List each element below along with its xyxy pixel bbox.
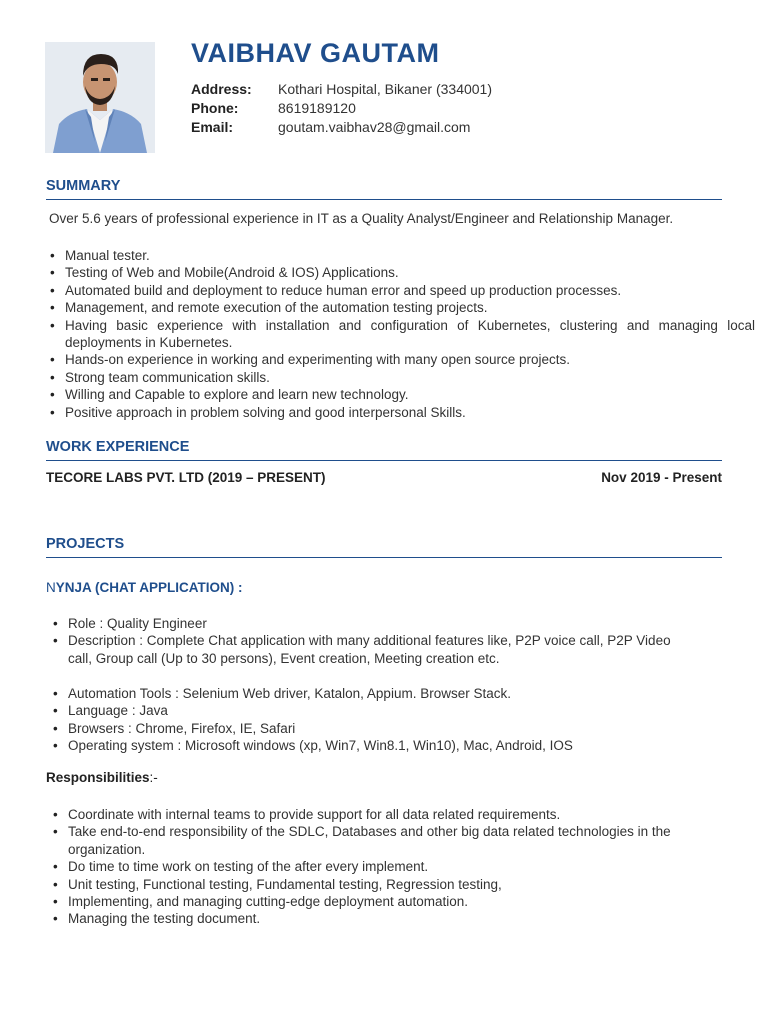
list-item: • Operating system : Microsoft windows (xp, Win7, Win8.1, Win10), Mac, Android, IOS <box>49 737 709 754</box>
list-item: • Testing of Web and Mobile(Android & IOS) Applications. <box>46 264 755 281</box>
list-item: • Unit testing, Functional testing, Fundamental testing, Regression testing, <box>49 876 679 893</box>
profile-photo <box>45 42 155 153</box>
list-item: • Hands-on experience in working and experimenting with many open source projects. <box>46 351 755 368</box>
project-title-rest: YNJA (CHAT APPLICATION) : <box>55 580 243 595</box>
contact-block <box>191 80 492 137</box>
list-item: • Implementing, and managing cutting-edge deployment automation. <box>49 893 679 910</box>
candidate-name: VAIBHAV GAUTAM <box>191 38 440 68</box>
list-item: • Automated build and deployment to reduce human error and speed up production processes. <box>46 282 755 299</box>
project-title-initial: N <box>46 580 56 595</box>
summary-intro: Over 5.6 years of professional experience in IT as a Quality Analyst/Engineer and Relationship Manager. <box>49 211 674 226</box>
list-item: • Do time to time work on testing of the after every implement. <box>49 858 679 875</box>
list-item: • Strong team communication skills. <box>46 369 755 386</box>
email-value: goutam.vaibhav28@gmail.com <box>278 119 471 135</box>
list-item: • Willing and Capable to explore and learn new technology. <box>46 386 755 403</box>
contact-email-row <box>191 118 492 137</box>
job-entry <box>46 470 722 485</box>
list-item: • Browsers : Chrome, Firefox, IE, Safari <box>49 720 709 737</box>
email-label: Email: <box>191 119 234 135</box>
list-item: • Managing the testing document. <box>49 910 679 927</box>
list-item: • Coordinate with internal teams to provide support for all data related requirements. <box>49 806 679 823</box>
list-item: • Description : Complete Chat application with many additional features like, P2P voice call, P2P Video call, Group call (Up to 30 persons), Event creation, Meeting creation etc. <box>49 632 689 667</box>
job-dates: Nov 2019 - Present <box>601 470 722 485</box>
phone-label: Phone: <box>191 100 239 116</box>
contact-phone-row <box>191 99 492 118</box>
responsibilities-suffix: :- <box>149 770 158 785</box>
projects-heading: PROJECTS <box>46 536 722 558</box>
list-item: • Manual tester. <box>46 247 755 264</box>
contact-address-row <box>191 80 492 99</box>
project-details-list <box>49 615 689 667</box>
project-title <box>46 580 243 595</box>
summary-heading: SUMMARY <box>46 178 722 200</box>
address-value: Kothari Hospital, Bikaner (334001) <box>278 81 493 97</box>
address-label: Address: <box>191 81 252 97</box>
profile-photo-illustration <box>45 42 155 153</box>
responsibilities-label: Responsibilities <box>46 770 150 785</box>
work-experience-heading: WORK EXPERIENCE <box>46 439 722 461</box>
list-item: • Role : Quality Engineer <box>49 615 689 632</box>
responsibilities-list <box>49 806 679 928</box>
list-item: • Management, and remote execution of the automation testing projects. <box>46 299 755 316</box>
list-item: • Take end-to-end responsibility of the SDLC, Databases and other big data related technologies in the organization. <box>49 823 679 858</box>
summary-list <box>46 247 755 421</box>
list-item: • Positive approach in problem solving and good interpersonal Skills. <box>46 404 755 421</box>
list-item: • Language : Java <box>49 702 709 719</box>
job-company: TECORE LABS PVT. LTD (2019 – PRESENT) <box>46 470 326 485</box>
phone-value: 8619189120 <box>278 100 356 116</box>
responsibilities-heading <box>46 770 158 785</box>
list-item: • Having basic experience with installation and configuration of Kubernetes, clustering and managing local deployments in Kubernetes. <box>46 317 755 352</box>
project-tech-list <box>49 685 709 755</box>
list-item: • Automation Tools : Selenium Web driver, Katalon, Appium. Browser Stack. <box>49 685 709 702</box>
